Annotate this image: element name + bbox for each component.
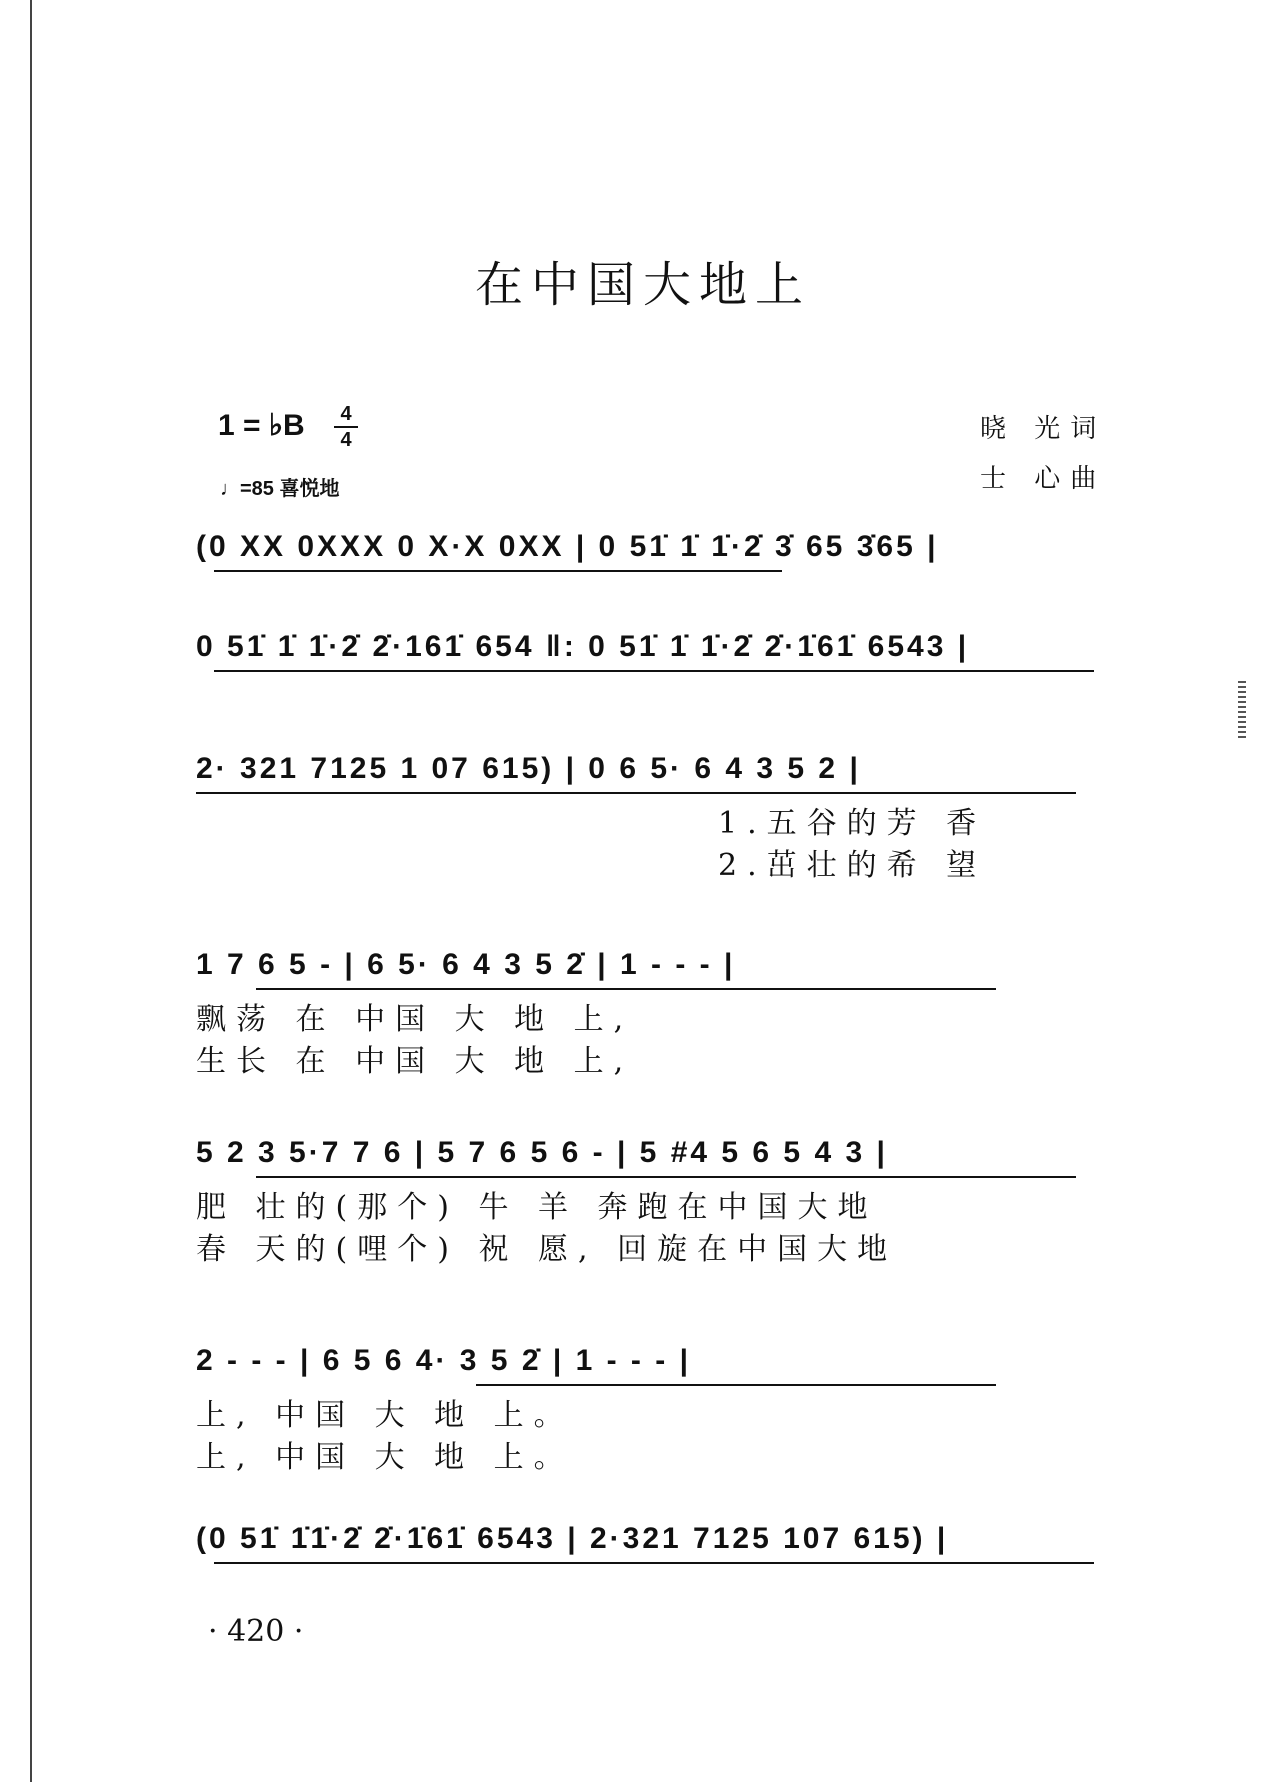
lyrics-line5-verse1: 肥 壮的(那个) 牛 羊 奔跑在中国大地 (196, 1190, 878, 1225)
notation-line-2 (196, 630, 1106, 680)
lyrics-line5-verse2: 春 天的(哩个) 祝 愿, 回旋在中国大地 (196, 1232, 898, 1267)
notation-text: 1 7 6 5 - | 6 5· 6 4 3 5 2̇ | 1 - - - | (196, 948, 736, 981)
time-signature (334, 404, 358, 450)
lyrics-line3-verse2: 2.茁壮的希 望 (718, 848, 987, 883)
notation-line-6 (196, 1344, 1106, 1394)
notation-line-5 (196, 1136, 1106, 1186)
lyrics-line4-verse2: 生长 在 中国 大 地 上, (196, 1044, 634, 1079)
notation-line-7 (196, 1522, 1106, 1572)
lyrics-line4-verse1: 飘荡 在 中国 大 地 上, (196, 1002, 634, 1037)
tempo-marking: ♩=85 喜悦地 (220, 478, 340, 500)
notation-text: (0 XX 0XXX 0 X·X 0XX | 0 51̇ 1̇ 1̇·2̇ 3̇ 65 3̇65 | (196, 530, 939, 563)
page-number: · 420 · (208, 1614, 304, 1649)
notation-text: 0 51̇ 1̇ 1̇·2̇ 2̇·161̇ 654 ‖: 0 51̇ 1̇ 1̇·2̇ 2̇·1̇61̇ 6543 | (196, 630, 970, 663)
lyricist-credit: 晓 光词 (980, 414, 1107, 444)
notation-line-4 (196, 948, 1106, 998)
composer-credit: 士 心曲 (980, 464, 1107, 494)
song-title: 在中国大地上 (474, 257, 811, 313)
notation-text: 2 - - - | 6 5 6 4· 3 5 2̇ | 1 - - - | (196, 1344, 691, 1377)
time-signature-top: 4 (340, 403, 352, 425)
notation-line-3 (196, 752, 1106, 802)
notation-text: 5 2 3 5·7 7 6 | 5 7 6 5 6 - | 5 #4 5 6 5 4 3 | (196, 1136, 888, 1169)
edge-scan-mark (1238, 680, 1246, 738)
lyrics-line6-verse1: 上, 中国 大 地 上。 (196, 1398, 574, 1433)
time-signature-bottom: 4 (340, 429, 352, 451)
key-signature: 1 = ♭B (218, 409, 305, 442)
notation-line-1 (196, 530, 1106, 580)
notation-text: (0 51̇ 1̇1̇·2̇ 2̇·1̇61̇ 6543 | 2·321 7125 107 615) | (196, 1522, 949, 1555)
lyrics-line3-verse1: 1.五谷的芳 香 (718, 806, 987, 841)
lyrics-line6-verse2: 上, 中国 大 地 上。 (196, 1440, 574, 1475)
notation-text: 2· 321 7125 1 07 615) | 0 6 5· 6 4 3 5 2 | (196, 752, 861, 785)
